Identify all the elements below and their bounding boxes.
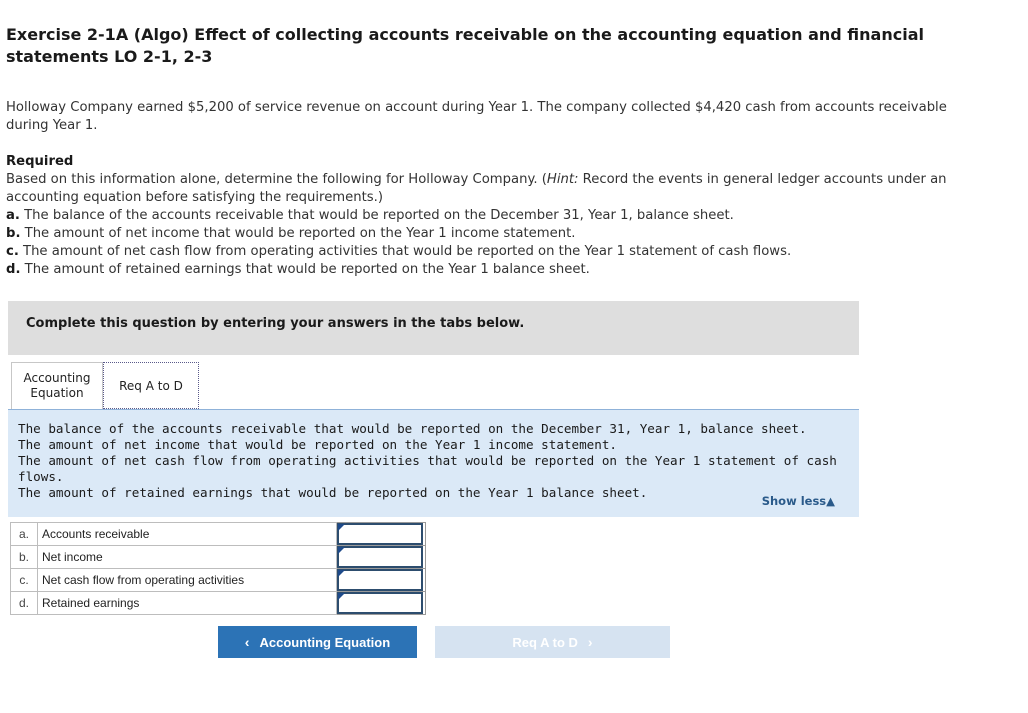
requirement-line: The balance of the accounts receivable that would be reported on the December 31, Year 1, balance sheet. <box>18 421 807 436</box>
tab-req-a-to-d[interactable] <box>103 362 199 409</box>
requirement-item-c <box>6 243 1006 261</box>
row-label: Accounts receivable <box>38 523 337 546</box>
requirement-text: The amount of net cash flow from operating activities that would be reported on the Year 1 statement of cash flows. <box>18 244 792 259</box>
requirement-text: The amount of net income that would be reported on the Year 1 income statement. <box>20 226 576 241</box>
requirement-item-d <box>6 261 1006 279</box>
requirement-letter: d. <box>6 262 21 277</box>
prev-tab-button[interactable] <box>218 626 417 658</box>
answer-cell <box>337 523 426 546</box>
next-tab-button <box>435 626 670 658</box>
tab-label <box>23 371 90 401</box>
required-flag-icon <box>338 524 345 531</box>
requirement-line: The amount of retained earnings that would be reported on the Year 1 balance sheet. <box>18 485 648 500</box>
requirements-panel <box>8 409 859 517</box>
row-letter: d. <box>11 592 38 615</box>
chevron-right-icon: › <box>587 634 593 650</box>
required-flag-icon <box>338 570 345 577</box>
prev-button-label: Accounting Equation <box>259 634 391 650</box>
chevron-left-icon: ‹ <box>244 634 250 650</box>
requirement-text: The amount of retained earnings that would be reported on the Year 1 balance sheet. <box>20 262 590 277</box>
instructions-hint-text: Record the events in general ledger accounts under an accounting equation before satisfying the requirements.) <box>6 172 947 205</box>
instructions-banner <box>8 301 859 355</box>
answer-cell <box>337 569 426 592</box>
instructions-text: Based on this information alone, determine the following for Holloway Company. ( <box>6 172 547 187</box>
tab-label-line: Accounting <box>23 371 91 385</box>
required-flag-icon <box>338 547 345 554</box>
required-flag-icon <box>338 593 345 600</box>
tab-label: Req A to D <box>119 378 183 393</box>
requirement-item-b <box>6 225 1006 243</box>
retained-earnings-input[interactable] <box>337 592 423 614</box>
required-heading: Required <box>6 154 74 169</box>
row-letter: a. <box>11 523 38 546</box>
row-letter: c. <box>11 569 38 592</box>
requirements-list <box>18 421 859 501</box>
table-row <box>11 523 426 546</box>
tab-label-line: Equation <box>30 386 84 400</box>
requirement-letter: a. <box>6 208 20 223</box>
show-less-label: Show less <box>761 494 827 508</box>
requirement-item-a <box>6 207 1006 225</box>
requirement-letter: c. <box>6 244 19 259</box>
requirement-text: The balance of the accounts receivable that would be reported on the December 31, Year 1, balance sheet. <box>19 208 734 223</box>
row-label: Net cash flow from operating activities <box>38 569 337 592</box>
required-section <box>6 153 1006 279</box>
show-less-link[interactable] <box>762 494 835 508</box>
tab-accounting-equation[interactable] <box>11 362 103 409</box>
answer-cell <box>337 546 426 569</box>
row-letter: b. <box>11 546 38 569</box>
accounts-receivable-input[interactable] <box>337 523 423 545</box>
table-row <box>11 546 426 569</box>
answer-cell <box>337 592 426 615</box>
net-income-input[interactable] <box>337 546 423 568</box>
table-row <box>11 592 426 615</box>
banner-text: Complete this question by entering your answers in the tabs below. <box>26 316 525 331</box>
next-button-label: Req A to D <box>512 634 578 650</box>
exercise-title: Exercise 2-1A (Algo) Effect of collecting accounts receivable on the accounting equation and financial statements LO 2-1, 2-3 <box>6 25 924 66</box>
problem-intro: Holloway Company earned $5,200 of service revenue on account during Year 1. The company collected $4,420 cash from accounts receivable during Year 1. <box>6 100 947 133</box>
hint-label: Hint: <box>546 172 579 187</box>
requirement-letter: b. <box>6 226 21 241</box>
requirement-line: The amount of net cash flow from operating activities that would be reported on the Year 1 statement of cash flows. <box>18 453 837 484</box>
required-instructions <box>6 171 1006 207</box>
row-label: Retained earnings <box>38 592 337 615</box>
table-row <box>11 569 426 592</box>
row-label: Net income <box>38 546 337 569</box>
net-cash-flow-input[interactable] <box>337 569 423 591</box>
answer-table <box>10 522 426 615</box>
requirement-line: The amount of net income that would be reported on the Year 1 income statement. <box>18 437 617 452</box>
triangle-up-icon: ▲ <box>826 494 835 508</box>
